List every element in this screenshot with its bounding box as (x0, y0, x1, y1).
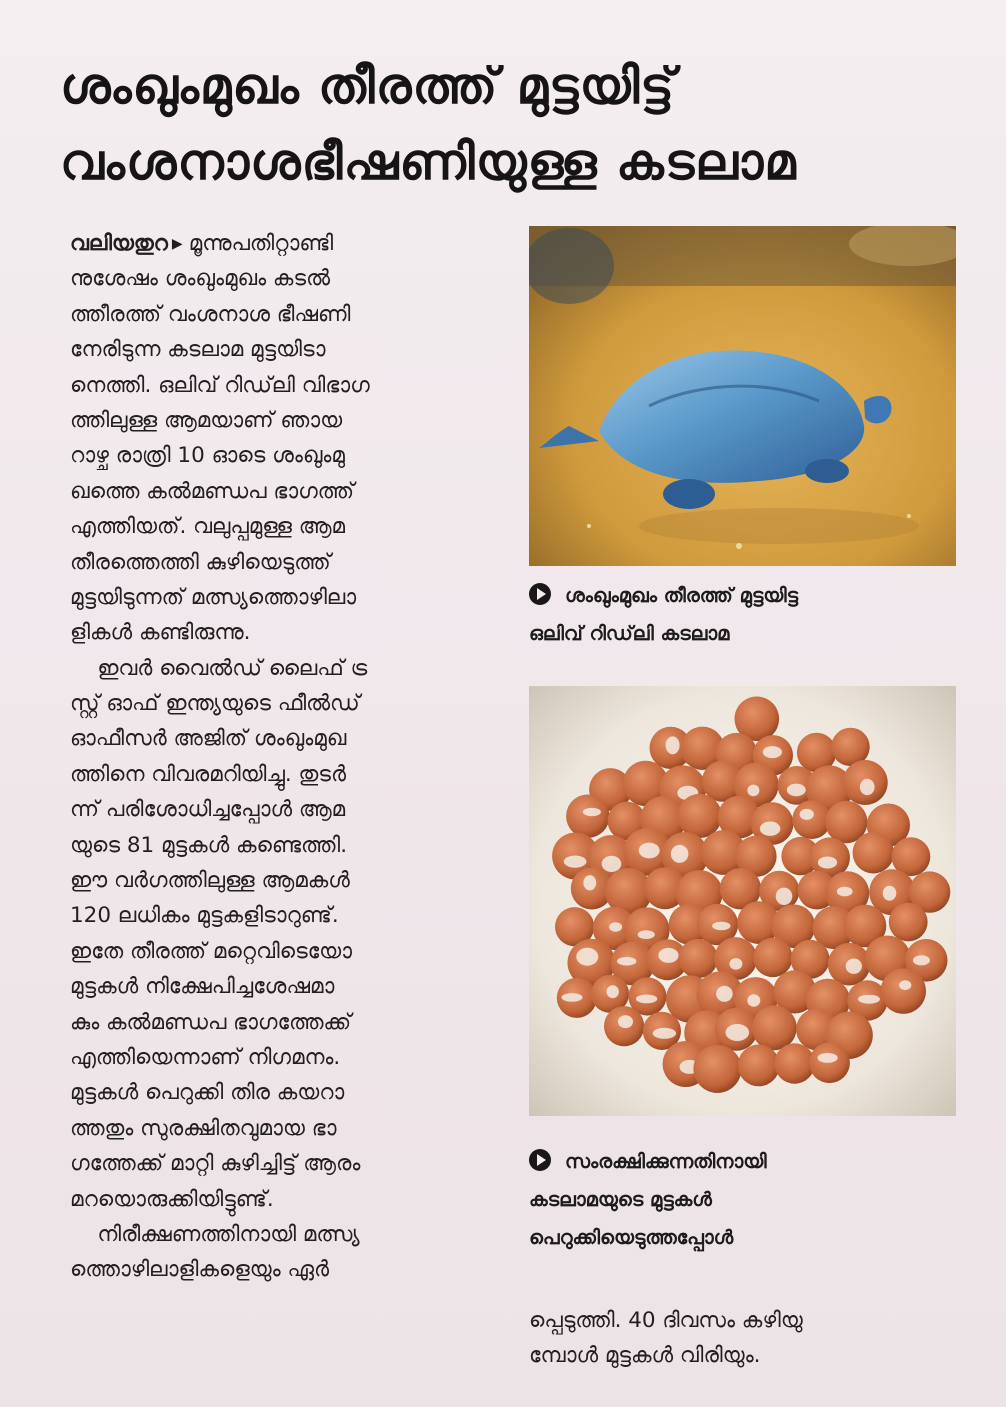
sand-speck (913, 955, 930, 965)
article-line: ഇവർ വൈൽഡ് ലൈഫ് ട്ര (70, 655, 368, 681)
sand-speck (837, 887, 853, 897)
sand-speck (716, 986, 733, 1002)
photo1-caption-line-2: ഒലിവ് റിഡ്‌ലി കടലാമ (529, 622, 730, 645)
sand-speck (763, 746, 782, 758)
egg (566, 795, 609, 838)
article-line: 120 ലധികം മുട്ടകളിടാറുണ്ട്. (70, 903, 339, 929)
article-line: മുട്ടകൾ പെറുക്കി തിര കയറാ (70, 1080, 345, 1106)
article-line: ത്തീരത്ത് വംശനാശ ഭീഷണി (70, 301, 351, 327)
headline-line-1: ശംഖുംമുഖം തീരത്ത് മുട്ടയിട്ട് (60, 57, 676, 115)
sand-speck (760, 822, 781, 836)
article-tail-line: പ്പെടുത്തി. 40 ദിവസം കഴിയു (529, 1308, 803, 1333)
article-line: ഖത്തെ കൽമണ്ഡപ ഭാഗത്ത് (70, 478, 355, 504)
sand-speck (747, 785, 759, 797)
sand-speck (617, 957, 636, 966)
sand-speck (583, 808, 601, 817)
article-line: ത്തൊഴിലാളികളെയും ഏർ (70, 1257, 330, 1283)
article-continuation (529, 1303, 959, 1374)
sand-speck (899, 980, 911, 990)
sand-speck (883, 886, 897, 901)
article-line: ത്തിലുള്ള ആമയാണ് ഞായ (70, 407, 343, 433)
article-line: ഈ വർഗത്തിലുള്ള ആമകൾ (70, 868, 350, 894)
headline (60, 48, 960, 200)
turtle-photo (529, 226, 956, 566)
sand-speck (800, 809, 814, 820)
egg (752, 1005, 797, 1050)
article-body (70, 226, 510, 1288)
photo1-caption-line-1: ശംഖുംമുഖം തീരത്ത് മുട്ടയിട്ട (565, 584, 799, 607)
egg (678, 794, 722, 838)
sand-speck (618, 1015, 633, 1028)
dateline-arrow-icon: ▶ (171, 236, 183, 252)
sand-speck (666, 736, 680, 754)
article-line: ഓഫീസർ അജിത് ശംഖുംമുഖ (70, 726, 347, 752)
article-line-first (70, 226, 510, 261)
article-line: നിരീക്ഷണത്തിനായി മത്സ്യ (70, 1221, 360, 1247)
sand-speck (726, 1024, 750, 1041)
sand-speck (858, 995, 880, 1004)
sand-speck (729, 958, 742, 970)
sand-speck (602, 856, 622, 872)
egg (881, 968, 926, 1013)
sand-speck (747, 994, 760, 1006)
photo2-caption-line-3: പെറുക്കിയെടുത്തപ്പോൾ (529, 1226, 734, 1249)
play-icon (529, 1149, 551, 1171)
egg (738, 1045, 780, 1087)
sand-speck (818, 857, 837, 869)
sand-speck (562, 993, 583, 1002)
article-line: മുട്ടയിടുന്നത് മത്സ്യത്തൊഴിലാ (70, 584, 357, 610)
egg (679, 939, 718, 978)
article-line: സ്റ്റ് ഓഫ് ഇന്ത്യയുടെ ഫീൽഡ് (70, 691, 360, 717)
article-line: മുട്ടകൾ നിക്ഷേപിച്ചശേഷമാ (70, 974, 335, 1000)
sand-speck (860, 779, 875, 795)
headline-line-2: വംശനാശഭീഷണിയുള്ള കടലാമ (60, 133, 797, 191)
sand-speck (671, 845, 689, 863)
article-lines (70, 261, 510, 1287)
play-icon (529, 583, 551, 605)
sand-speck (653, 1028, 676, 1039)
sand-speck (712, 922, 730, 931)
article-line: ത്തിനെ വിവരമറിയിച്ചു. തുടർ (70, 761, 346, 787)
photo2-caption-line-2: കടലാമയുടെ മുട്ടകൾ (529, 1188, 712, 1211)
sand-speck (576, 948, 598, 966)
article-line: ളികൾ കണ്ടിരുന്നു. (70, 620, 251, 646)
article-line: ന്ന് പരിശോധിച്ചപ്പോൾ ആമ (70, 797, 346, 823)
article-line: നേരിടുന്ന കടലാമ മുട്ടയിടാ (70, 337, 326, 363)
photo2-caption (529, 1143, 959, 1257)
sand-speck (787, 784, 806, 797)
egg (753, 938, 792, 977)
article-line: തീരത്തെത്തി കുഴിയെടുത്ത് (70, 549, 331, 575)
sand-speck (818, 1053, 838, 1063)
article-line: ത്തതും സുരക്ഷിതവുമായ ഭാ (70, 1115, 337, 1141)
egg (889, 903, 928, 942)
article-line: യുടെ 81 മുട്ടകൾ കണ്ടെത്തി. (70, 832, 348, 858)
sand-speck (609, 922, 622, 931)
article-line: ഗത്തേക്ക് മാറ്റി കുഴിച്ചിട്ട് ആരം (70, 1151, 361, 1177)
egg (774, 1043, 814, 1083)
article-line: നുശേഷം ശംഖുംമുഖം കടൽ (70, 266, 331, 292)
dateline: വലിയതുറ (70, 231, 168, 256)
article-line: റാഴ്ച രാത്രി 10 ഓടെ ശംഖുംമു (70, 443, 345, 469)
article-line: എത്തിയെന്നാണ് നിഗമനം. (70, 1044, 341, 1070)
sand-speck (607, 985, 619, 998)
article-line: നെത്തി. ഒലിവ് റിഡ്‌ലി വിഭാഗ (70, 372, 370, 398)
photo1-caption (529, 577, 959, 653)
article-line: ഇതേ തീരത്ത് മറ്റെവിടെയോ (70, 938, 353, 964)
sand-speck (636, 995, 657, 1004)
article-first-line-rest: മൂന്നുപതിറ്റാണ്ടി (188, 231, 334, 256)
egg (693, 1045, 741, 1093)
egg (853, 832, 894, 873)
article-tail-line: മ്പോൾ മുട്ടകൾ വിരിയും. (529, 1343, 761, 1369)
sand-speck (658, 948, 678, 963)
sand-speck (638, 930, 655, 939)
photo2-caption-line-1: സംരക്ഷിക്കുന്നതിനായി (565, 1150, 767, 1173)
sand-speck (639, 843, 660, 859)
sand-speck (583, 875, 596, 890)
article-line: എത്തിയത്. വലുപ്പമുള്ള ആമ (70, 514, 345, 540)
article-line: മറയൊരുക്കിയിട്ടുണ്ട്. (70, 1186, 274, 1212)
article-line: കും കൽമണ്ഡപ ഭാഗത്തേക്ക് (70, 1009, 352, 1035)
sand-speck (564, 856, 587, 868)
eggs-photo (529, 686, 956, 1116)
sand-speck (776, 888, 793, 905)
sand-speck (846, 959, 862, 974)
